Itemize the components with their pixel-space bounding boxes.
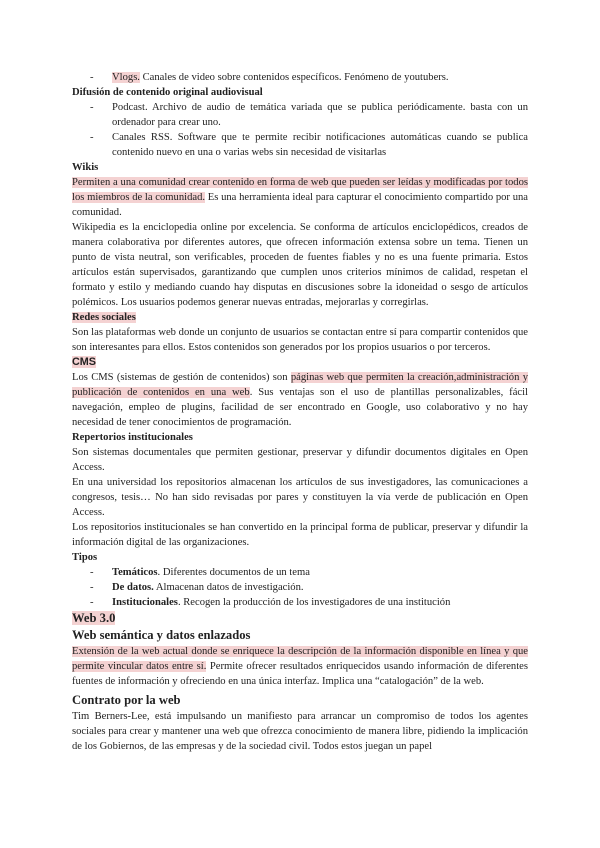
paragraph: En una universidad los repositorios almacenan los artículos de sus investigadores, las comunicaciones a congresos, tesis… No han sido revisadas por pares y constituyen la vía verde de publicación en Open Access. <box>72 477 528 518</box>
paragraph: Wikipedia es la enciclopedia online por excelencia. Se conforma de artículos enciclopédicos, creados de manera colaborativa por diferentes autores, que ofrecen información extensa sobre un tema. Tienen un punto de vista neutral, son verificables, proceden de fuentes fiables y no es una fuente primaria. Estos artículos están supervisados, garantizando que cumplen unos criterios mínimos de calidad, respetan el formato y estilo y mediando cuando hay disputas en discusiones sobre la idoneidad o sesgo de artículos polémicos. Los usuarios podemos generar nuevas entradas, mejorarlas y corregirlas. <box>72 222 528 308</box>
list-item: - De datos. Almacenan datos de investigación. <box>90 582 304 593</box>
paragraph: Son las plataformas web donde un conjunto de usuarios se contactan entre sí para compartir contenidos que son interesantes para ellos. Estos contenidos son generados por los propios usuarios o por terceros. <box>72 327 528 353</box>
section-heading-web30: Web 3.0 <box>72 611 116 625</box>
document-body <box>72 70 528 754</box>
section-heading-difusion: Difusión de contenido original audiovisual <box>72 87 263 98</box>
paragraph: Extensión de la web actual donde se enriquece la descripción de la información disponible en línea y que permite vincular datos entre sí. Permite ofrecer resultados enriquecidos usando información de diferentes fuentes de información y ofreciendo en una única interfaz. Implica una “catalogación” de la web. <box>72 646 528 687</box>
section-heading-wikis: Wikis <box>72 162 99 173</box>
section-heading-redes: Redes sociales <box>72 312 136 323</box>
paragraph: Los repositorios institucionales se han convertido en la principal forma de publicar, preservar y difundir la información digital de las organizaciones. <box>72 522 528 548</box>
highlight: Extensión de la web actual donde se enriquece la descripción de la información disponible en línea y que permite vincular datos entre sí. <box>72 646 528 672</box>
paragraph: Permiten a una comunidad crear contenido en forma de web que pueden ser leídas y modificadas por todos los miembros de la comunidad. Es una herramienta ideal para capturar el conocimiento compartido por una comunidad. <box>72 177 528 218</box>
list-item: - Temáticos. Diferentes documentos de un tema <box>90 567 310 578</box>
list-item: - Institucionales. Recogen la producción de los investigadores de una institución <box>90 597 451 608</box>
section-heading-tipos: Tipos <box>72 552 98 563</box>
paragraph: Tim Berners-Lee, está impulsando un manifiesto para arrancar un compromiso de todos los agentes sociales para crear y mantener una web que ofrezca conocimiento de manera libre, pidiendo la implicación de los Gobiernos, de las empresas y de la sociedad civil. Todos estos juegan un papel <box>72 711 528 752</box>
section-heading-cms: CMS <box>72 356 96 368</box>
section-heading-repositorios: Repertorios institucionales <box>72 432 193 443</box>
subheading-contrato: Contrato por la web <box>72 693 181 707</box>
highlight: Permiten a una comunidad crear contenido en forma de web que pueden ser leídas y modificadas por todos los miembros de la comunidad. <box>72 177 528 203</box>
subheading-web-semantica: Web semántica y datos enlazados <box>72 628 251 642</box>
highlight: Vlogs. <box>112 72 140 83</box>
paragraph: Los CMS (sistemas de gestión de contenidos) son páginas web que permiten la creación,administración y publicación de contenidos en una web. Sus ventajas son el uso de plantillas personalizables, fácil navegación, empleo de plugins, facilidad de ser encontrado en Google, uso colaborativo y no hay necesidad de tener conocimientos de programación. <box>72 372 528 428</box>
list-item: - Canales RSS. Software que te permite recibir notificaciones automáticas cuando se publica contenido nuevo en una o varias webs sin necesidad de visitarlas <box>90 132 528 158</box>
paragraph: Son sistemas documentales que permiten gestionar, preservar y difundir documentos digitales en Open Access. <box>72 447 528 473</box>
list-item-vlogs: - Vlogs. Canales de video sobre contenidos específicos. Fenómeno de youtubers. <box>90 72 449 83</box>
highlight: páginas web que permiten la creación,administración y publicación de contenidos en una web <box>72 372 528 398</box>
list-item: - Podcast. Archivo de audio de temática variada que se publica periódicamente. basta con un ordenador para crear uno. <box>90 102 528 128</box>
